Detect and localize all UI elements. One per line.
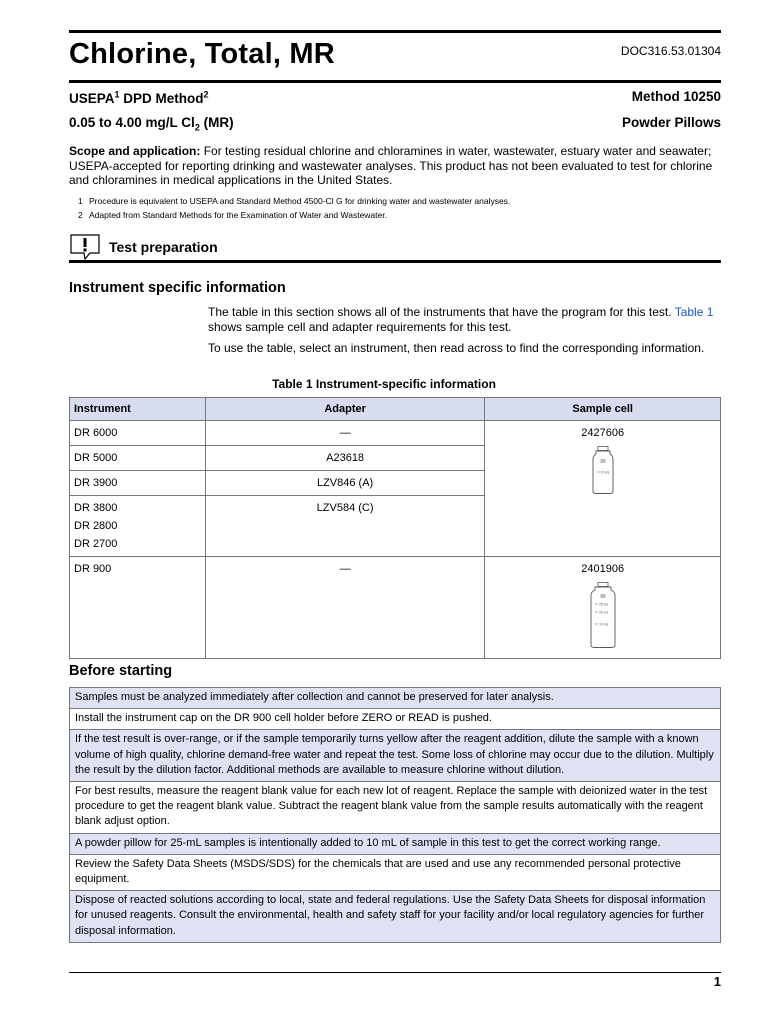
note-exclamation-icon <box>70 234 100 260</box>
cell-2-mark: 25 mL <box>598 602 609 607</box>
sample-cell-icon <box>590 582 616 648</box>
sample-cell-cell <box>485 557 721 659</box>
instrument-cell: DR 6000 <box>70 421 206 446</box>
cell-2-mark: 20 mL <box>598 610 609 615</box>
instrument-info-heading: Instrument specific information <box>69 280 286 296</box>
header-adapter: Adapter <box>205 398 485 421</box>
instrument-table <box>69 397 721 659</box>
table-caption: Table 1 Instrument-specific information <box>272 377 496 391</box>
adapter-cell: — <box>205 557 485 659</box>
table-row <box>70 688 721 709</box>
table-row <box>70 854 721 890</box>
note-cell: Install the instrument cap on the DR 900 cell holder before ZERO or READ is pushed. <box>70 709 721 730</box>
document-id: DOC316.53.01304 <box>620 44 721 58</box>
note-cell: If the test result is over-range, or if the sample temporarily turns yellow after the reagent addition, dilute the sample with a known volume of high quality, chlorine demand-free water and repeat the test. Some loss of chlorine may occur due to the dilution. Multiply the result by the dilution factor. Additional methods are available to measure chlorine without dilution. <box>70 730 721 782</box>
sample-cell-icon <box>592 446 614 494</box>
test-preparation-heading: Test preparation <box>109 239 218 255</box>
range-format: Powder Pillows <box>621 115 721 130</box>
cell-2-mark: 10 mL <box>598 622 609 627</box>
footer-rule <box>69 972 721 973</box>
note-cell: Review the Safety Data Sheets (MSDS/SDS) for the chemicals that are used and use any recommended personal protective equipment. <box>70 854 721 890</box>
footnote-2: 2 Adapted from Standard Methods for the Examination of Water and Wastewater. <box>78 210 387 220</box>
table-row <box>70 730 721 782</box>
method-name: USEPA$^1$ DPD Method$^2$ <box>69 89 209 106</box>
footnote-1: 1 Procedure is equivalent to USEPA and Standard Method 4500-Cl G for drinking water and wastewater analyses. <box>78 196 511 206</box>
instrument-cell-multi: DR 3800 DR 2800 DR 2700 <box>70 496 206 557</box>
header-sample-cell: Sample cell <box>485 398 721 421</box>
note-cell: A powder pillow for 25-mL samples is intentionally added to 10 mL of sample in this test to get the correct working range. <box>70 833 721 854</box>
adapter-cell: A23618 <box>205 446 485 471</box>
prep-rule <box>69 260 721 263</box>
method-number: Method 10250 <box>631 89 721 104</box>
table-row <box>70 782 721 834</box>
page-number: 1 <box>713 974 721 989</box>
adapter-cell: LZV584 (C) <box>205 496 485 557</box>
range-row <box>69 115 721 133</box>
instrument-cell: DR 5000 <box>70 446 206 471</box>
intro-paragraph-1: The table in this section shows all of the instruments that have the program for this test. Table 1 shows sample cell and adapter requirements for this test. <box>208 305 714 334</box>
instrument-cell: DR 3900 <box>70 471 206 496</box>
table-1-link[interactable]: Table 1 <box>674 305 714 319</box>
before-starting-table <box>69 687 721 943</box>
table-header-row <box>70 398 721 421</box>
intro-paragraph-2: To use the table, select an instrument, then read across to find the corresponding information. <box>208 341 705 355</box>
header-instrument: Instrument <box>70 398 206 421</box>
adapter-cell: LZV846 (A) <box>205 471 485 496</box>
page-title: Chlorine, Total, MR <box>69 38 335 70</box>
instrument-cell: DR 900 <box>70 557 206 659</box>
cell-1-mark: 10 mL <box>600 470 610 475</box>
sample-cell-number: 2401906 <box>581 563 625 575</box>
note-cell: Samples must be analyzed immediately after collection and cannot be preserved for later analysis. <box>70 688 721 709</box>
title-rule <box>69 80 721 83</box>
table-row <box>70 557 721 659</box>
table-row <box>70 421 721 446</box>
sample-cell-cell <box>485 421 721 557</box>
table-row <box>70 833 721 854</box>
note-cell: Dispose of reacted solutions according to local, state and federal regulations. Use the Safety Data Sheets for disposal information for unused reagents. Consult the environmental, health and safety staff for your facility and/or local regulatory agencies for further disposal information. <box>70 891 721 943</box>
before-starting-heading: Before starting <box>69 663 173 679</box>
table-row <box>70 891 721 943</box>
adapter-cell: — <box>205 421 485 446</box>
method-row <box>69 89 721 106</box>
scope-paragraph: Scope and application: For testing residual chlorine and chloramines in water, wastewater, estuary water and seawater; USEPA-accepted for reporting drinking and wastewater analyses. This product has not been evaluated to test for chlorine and chloramines in medical applications in the United States. <box>69 144 713 188</box>
note-cell: For best results, measure the reagent blank value for each new lot of reagent. Replace the sample with deionized water in the test procedure to get the reagent blank value. Subtract the reagent blank value from the sample results automatically with the reagent blank adjust option. <box>70 782 721 834</box>
top-rule <box>69 30 721 33</box>
sample-cell-number: 2427606 <box>581 427 625 439</box>
table-row <box>70 709 721 730</box>
range-text: 0.05 to 4.00 mg/L $Cl_2$ (MR) <box>69 115 234 133</box>
